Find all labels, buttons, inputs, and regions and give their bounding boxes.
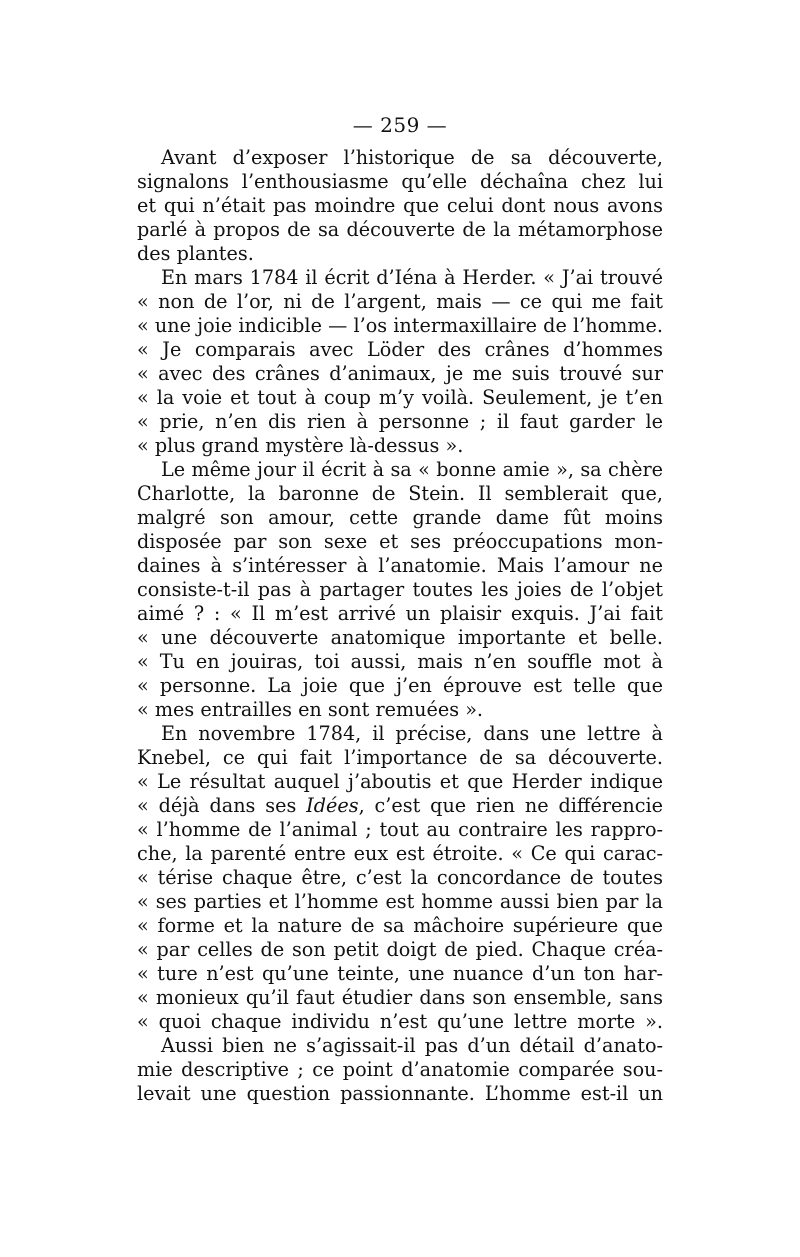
text-line: parlé à propos de sa découverte de la métamorphose	[137, 218, 663, 241]
text-line: « Le résultat auquel j’aboutis et que Herder indique	[137, 770, 663, 793]
text-line: « térise chaque être, c’est la concordance de toutes	[137, 866, 663, 889]
text-line: « non de l’or, ni de l’argent, mais — ce qui me fait	[137, 290, 663, 313]
text-line: « quoi chaque individu n’est qu’une lettre morte ».	[137, 1010, 663, 1033]
text-line: « déjà dans ses Idées, c’est que rien ne différencie	[137, 794, 663, 817]
text-line: « Tu en jouiras, toi aussi, mais n’en souffle mot à	[137, 650, 663, 673]
text-line: levait une question passionnante. L’homme est-il un	[137, 1082, 663, 1105]
text-line: Aussi bien ne s’agissait-il pas d’un détail d’anato-	[161, 1034, 663, 1057]
text-line: « avec des crânes d’animaux, je me suis trouvé sur	[137, 362, 663, 385]
text-line: des plantes.	[137, 242, 254, 265]
text-line: signalons l’enthousiasme qu’elle déchaîna chez lui	[137, 170, 663, 193]
page-number: — 259 —	[352, 113, 448, 137]
text-line: En mars 1784 il écrit d’Iéna à Herder. « J’ai trouvé	[161, 266, 663, 289]
text-line: daines à s’intéresser à l’anatomie. Mais l’amour ne	[137, 554, 663, 577]
text-line: Knebel, ce qui fait l’importance de sa découverte.	[137, 746, 663, 769]
text-line: « Je comparais avec Löder des crânes d’hommes	[137, 338, 663, 361]
text-line: malgré son amour, cette grande dame fût moins	[137, 506, 663, 529]
text-line: « personne. La joie que j’en éprouve est telle que	[137, 674, 663, 697]
text-line: « forme et la nature de sa mâchoire supérieure que	[137, 914, 663, 937]
text-line: « une joie indicible — l’os intermaxillaire de l’homme.	[137, 314, 663, 337]
text-line: et qui n’était pas moindre que celui dont nous avons	[137, 194, 663, 217]
text-line: « mes entrailles en sont remuées ».	[137, 698, 484, 721]
text-line: mie descriptive ; ce point d’anatomie comparée sou-	[137, 1058, 663, 1081]
text-line: Charlotte, la baronne de Stein. Il semblerait que,	[137, 482, 663, 505]
text-line: « la voie et tout à coup m’y voilà. Seulement, je t’en	[137, 386, 663, 409]
text-line: che, la parenté entre eux est étroite. « Ce qui carac-	[137, 842, 663, 865]
text-line: Le même jour il écrit à sa « bonne amie », sa chère	[161, 458, 663, 481]
book-title-emphasis: Idées	[306, 794, 359, 817]
text-line: « une découverte anatomique importante et belle.	[137, 626, 663, 649]
text-line: consiste-t-il pas à partager toutes les joies de l’objet	[137, 578, 663, 601]
body-text	[137, 146, 663, 1106]
text-line: « ture n’est qu’une teinte, une nuance d’un ton har-	[137, 962, 663, 985]
text-line: « ses parties et l’homme est homme aussi bien par la	[137, 890, 663, 913]
text-line: En novembre 1784, il précise, dans une lettre à	[161, 722, 663, 745]
text-line: aimé ? : « Il m’est arrivé un plaisir exquis. J’ai fait	[137, 602, 663, 625]
text-line: « monieux qu’il faut étudier dans son ensemble, sans	[137, 986, 663, 1009]
text-line: Avant d’exposer l’historique de sa découverte,	[161, 146, 663, 169]
text-line: « l’homme de l’animal ; tout au contraire les rappro-	[137, 818, 663, 841]
text-line: « prie, n’en dis rien à personne ; il faut garder le	[137, 410, 663, 433]
text-line: « plus grand mystère là-dessus ».	[137, 434, 464, 457]
text-line: disposée par son sexe et ses préoccupations mon-	[137, 530, 663, 553]
text-line: « par celles de son petit doigt de pied. Chaque créa-	[137, 938, 663, 961]
